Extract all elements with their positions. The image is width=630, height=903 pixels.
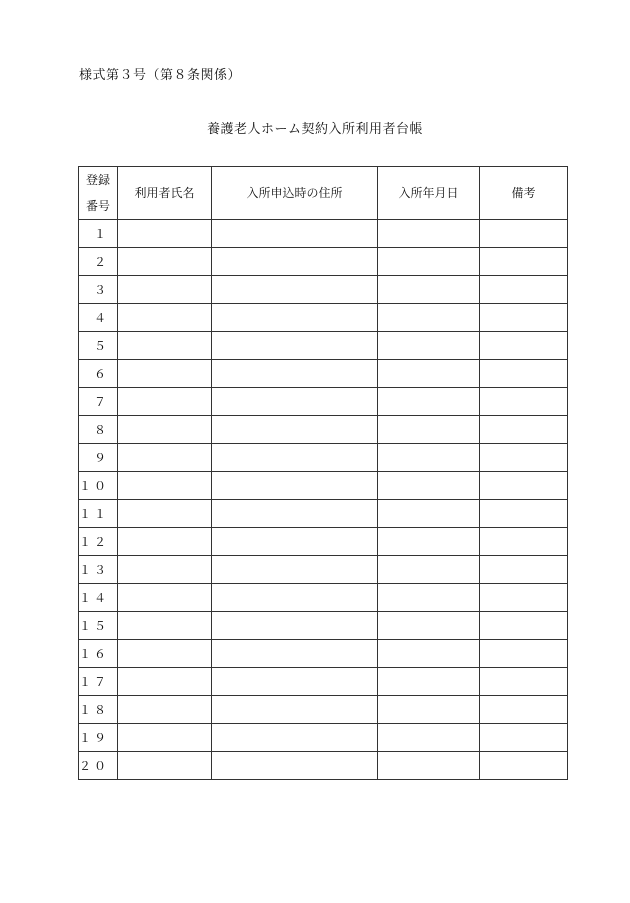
remarks-cell[interactable] [480, 304, 568, 332]
registration-number-cell: １３ [79, 556, 118, 584]
registration-number-cell: ４ [79, 304, 118, 332]
document-title: 養護老人ホーム契約入所利用者台帳 [206, 122, 423, 137]
registration-number-cell: ３ [79, 276, 118, 304]
register-table [78, 166, 568, 780]
header-remarks: 備考 [480, 167, 568, 220]
table-row [79, 528, 568, 556]
admission-date-cell[interactable] [378, 388, 480, 416]
admission-date-cell[interactable] [378, 416, 480, 444]
address-cell[interactable] [212, 696, 378, 724]
table-row [79, 472, 568, 500]
user-name-cell[interactable] [118, 276, 212, 304]
header-registration-number [79, 167, 118, 220]
remarks-cell[interactable] [480, 752, 568, 780]
registration-number-cell: ９ [79, 444, 118, 472]
user-name-cell[interactable] [118, 724, 212, 752]
address-cell[interactable] [212, 500, 378, 528]
registration-number-cell: １５ [79, 612, 118, 640]
header-address: 入所申込時の住所 [212, 167, 378, 220]
table-row [79, 444, 568, 472]
registration-number-cell: １４ [79, 584, 118, 612]
admission-date-cell[interactable] [378, 276, 480, 304]
user-name-cell[interactable] [118, 696, 212, 724]
admission-date-cell[interactable] [378, 668, 480, 696]
table-body [79, 220, 568, 780]
registration-number-cell: ７ [79, 388, 118, 416]
remarks-cell[interactable] [480, 640, 568, 668]
user-name-cell[interactable] [118, 248, 212, 276]
remarks-cell[interactable] [480, 248, 568, 276]
remarks-cell[interactable] [480, 528, 568, 556]
admission-date-cell[interactable] [378, 556, 480, 584]
remarks-cell[interactable] [480, 584, 568, 612]
user-name-cell[interactable] [118, 668, 212, 696]
address-cell[interactable] [212, 752, 378, 780]
user-name-cell[interactable] [118, 584, 212, 612]
header-registration-number-line2: 番号 [85, 199, 110, 213]
form-number: 様式第３号（第８条関係） [79, 68, 242, 83]
registration-number-cell: １０ [79, 472, 118, 500]
admission-date-cell[interactable] [378, 612, 480, 640]
address-cell[interactable] [212, 388, 378, 416]
address-cell[interactable] [212, 360, 378, 388]
user-name-cell[interactable] [118, 500, 212, 528]
user-name-cell[interactable] [118, 472, 212, 500]
table-row [79, 360, 568, 388]
user-name-cell[interactable] [118, 388, 212, 416]
table-row [79, 500, 568, 528]
table-row [79, 388, 568, 416]
registration-number-cell: ２ [79, 248, 118, 276]
admission-date-cell[interactable] [378, 444, 480, 472]
admission-date-cell[interactable] [378, 332, 480, 360]
address-cell[interactable] [212, 528, 378, 556]
user-name-cell[interactable] [118, 556, 212, 584]
table-row [79, 668, 568, 696]
remarks-cell[interactable] [480, 220, 568, 248]
admission-date-cell[interactable] [378, 584, 480, 612]
table-row [79, 612, 568, 640]
remarks-cell[interactable] [480, 388, 568, 416]
address-cell[interactable] [212, 668, 378, 696]
admission-date-cell[interactable] [378, 696, 480, 724]
table-row [79, 640, 568, 668]
address-cell[interactable] [212, 276, 378, 304]
remarks-cell[interactable] [480, 416, 568, 444]
remarks-cell[interactable] [480, 472, 568, 500]
table-row [79, 752, 568, 780]
remarks-cell[interactable] [480, 276, 568, 304]
admission-date-cell[interactable] [378, 360, 480, 388]
table-row [79, 276, 568, 304]
remarks-cell[interactable] [480, 444, 568, 472]
header-user-name: 利用者氏名 [118, 167, 212, 220]
user-name-cell[interactable] [118, 752, 212, 780]
table-header-row [79, 167, 568, 220]
address-cell[interactable] [212, 332, 378, 360]
registration-number-cell: ５ [79, 332, 118, 360]
address-cell[interactable] [212, 416, 378, 444]
registration-number-cell: １８ [79, 696, 118, 724]
registration-number-cell: １１ [79, 500, 118, 528]
remarks-cell[interactable] [480, 668, 568, 696]
remarks-cell[interactable] [480, 724, 568, 752]
registration-number-cell: １ [79, 220, 118, 248]
remarks-cell[interactable] [480, 332, 568, 360]
admission-date-cell[interactable] [378, 640, 480, 668]
table-row [79, 724, 568, 752]
address-cell[interactable] [212, 584, 378, 612]
table-row [79, 696, 568, 724]
table-row [79, 332, 568, 360]
user-name-cell[interactable] [118, 332, 212, 360]
remarks-cell[interactable] [480, 612, 568, 640]
admission-date-cell[interactable] [378, 528, 480, 556]
user-name-cell[interactable] [118, 640, 212, 668]
admission-date-cell[interactable] [378, 724, 480, 752]
table-row [79, 304, 568, 332]
remarks-cell[interactable] [480, 500, 568, 528]
admission-date-cell[interactable] [378, 220, 480, 248]
user-name-cell[interactable] [118, 360, 212, 388]
user-name-cell[interactable] [118, 528, 212, 556]
address-cell[interactable] [212, 304, 378, 332]
table-row [79, 248, 568, 276]
table-row [79, 584, 568, 612]
registration-number-cell: ２０ [79, 752, 118, 780]
address-cell[interactable] [212, 248, 378, 276]
admission-date-cell[interactable] [378, 304, 480, 332]
address-cell[interactable] [212, 612, 378, 640]
user-name-cell[interactable] [118, 612, 212, 640]
address-cell[interactable] [212, 640, 378, 668]
registration-number-cell: １７ [79, 668, 118, 696]
registration-number-cell: １９ [79, 724, 118, 752]
user-name-cell[interactable] [118, 416, 212, 444]
registration-number-cell: ６ [79, 360, 118, 388]
user-name-cell[interactable] [118, 220, 212, 248]
address-cell[interactable] [212, 444, 378, 472]
user-name-cell[interactable] [118, 304, 212, 332]
user-name-cell[interactable] [118, 444, 212, 472]
remarks-cell[interactable] [480, 696, 568, 724]
registration-number-cell: ８ [79, 416, 118, 444]
address-cell[interactable] [212, 472, 378, 500]
admission-date-cell[interactable] [378, 472, 480, 500]
table-row [79, 556, 568, 584]
admission-date-cell[interactable] [378, 500, 480, 528]
table-row [79, 220, 568, 248]
remarks-cell[interactable] [480, 360, 568, 388]
admission-date-cell[interactable] [378, 752, 480, 780]
address-cell[interactable] [212, 220, 378, 248]
address-cell[interactable] [212, 556, 378, 584]
header-registration-number-line1: 登録 [85, 173, 110, 187]
admission-date-cell[interactable] [378, 248, 480, 276]
registration-number-cell: １６ [79, 640, 118, 668]
address-cell[interactable] [212, 724, 378, 752]
registration-number-cell: １２ [79, 528, 118, 556]
remarks-cell[interactable] [480, 556, 568, 584]
header-admission-date: 入所年月日 [378, 167, 480, 220]
table-row [79, 416, 568, 444]
